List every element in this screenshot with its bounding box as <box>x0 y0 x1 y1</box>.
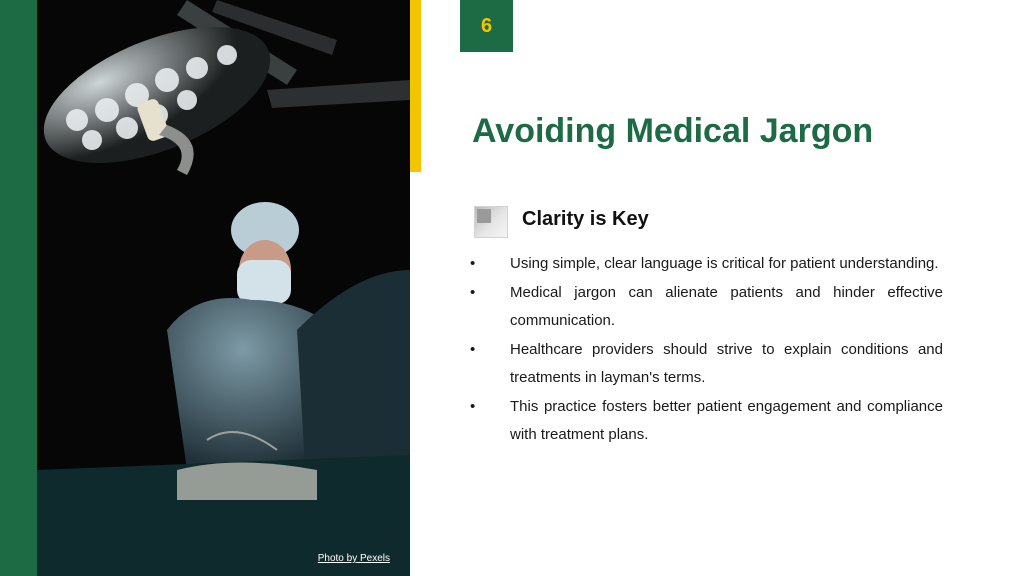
list-item <box>468 279 943 336</box>
section-heading: Clarity is Key <box>522 208 649 230</box>
bullet-icon: • <box>470 340 476 358</box>
bullet-icon: • <box>470 397 476 415</box>
yellow-accent-bar <box>410 0 421 172</box>
photo-credit-link[interactable]: Photo by Pexels <box>317 553 390 564</box>
left-accent-bar <box>0 0 37 576</box>
slide-number: 6 <box>480 14 493 37</box>
bullet-text: This practice fosters better patient engagement and compliance with treatment plans. <box>510 397 943 443</box>
bullet-text: Healthcare providers should strive to explain conditions and treatments in layman's terms. <box>510 340 943 386</box>
bullet-icon: • <box>470 255 476 272</box>
slide-number-badge <box>460 0 513 52</box>
list-item <box>468 393 943 450</box>
bullet-text: Using simple, clear language is critical for patient understanding. <box>510 255 939 272</box>
bullet-list <box>468 250 943 450</box>
surgeon-photo-illustration <box>37 0 410 576</box>
list-item <box>468 336 943 393</box>
bullet-icon: • <box>470 283 476 301</box>
slide-title: Avoiding Medical Jargon <box>472 112 874 150</box>
surgeon-photo <box>37 0 410 576</box>
image-placeholder-icon <box>474 206 508 238</box>
list-item <box>468 250 943 279</box>
bullet-text: Medical jargon can alienate patients and hinder effective communication. <box>510 283 943 329</box>
